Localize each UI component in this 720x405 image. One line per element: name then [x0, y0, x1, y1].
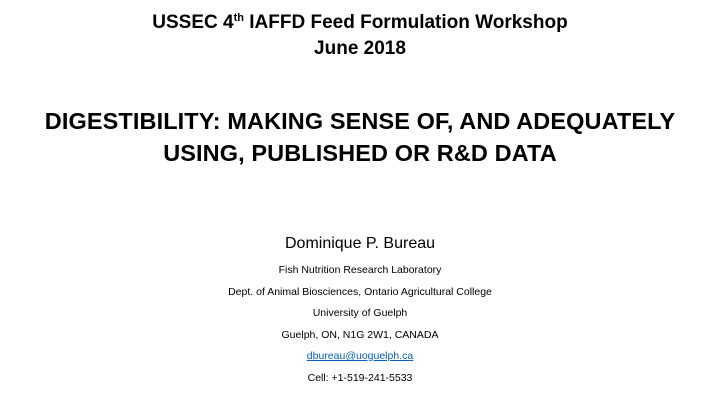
postal-address: Guelph, ON, N1G 2W1, CANADA: [281, 328, 439, 341]
lab-name: Fish Nutrition Research Laboratory: [278, 264, 442, 276]
workshop-header: [0, 10, 720, 62]
workshop-title-line: [0, 10, 720, 36]
author-affiliation: [0, 263, 720, 392]
email-link[interactable]: dbureau@uoguelph.ca: [306, 350, 414, 362]
university-name: University of Guelph: [312, 307, 408, 319]
department-name: Dept. of Animal Biosciences, Ontario Agricultural College: [228, 285, 492, 298]
workshop-title-prefix: USSEC 4: [152, 12, 234, 33]
workshop-date: June 2018: [314, 38, 406, 59]
cell-phone: Cell: +1-519-241-5533: [307, 371, 413, 384]
presentation-title: DIGESTIBILITY: MAKING SENSE OF, AND ADEQUATELY USING, PUBLISHED OR R&D DATA: [44, 108, 676, 166]
workshop-title-suffix: IAFFD Feed Formulation Workshop: [243, 12, 568, 33]
author-name: Dominique P. Bureau: [284, 235, 436, 252]
workshop-title-superscript: th: [233, 12, 244, 24]
email-line: [0, 349, 720, 371]
